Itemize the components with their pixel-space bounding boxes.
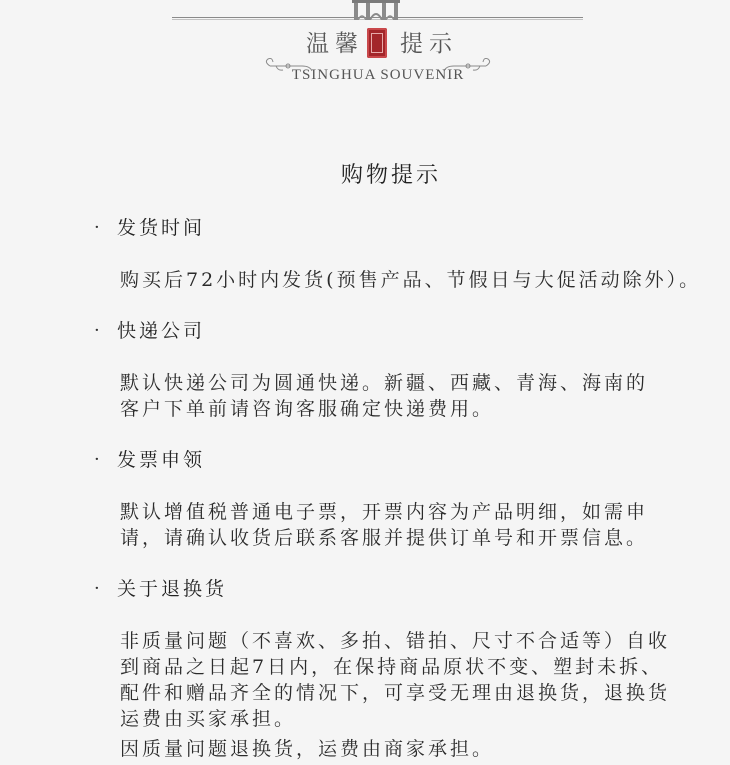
red-seal-icon — [367, 28, 387, 58]
body-line: 默认增值税普通电子票，开票内容为产品明细，如需申 — [120, 501, 649, 523]
section-heading: 发票申领 — [117, 449, 206, 471]
section-body — [120, 267, 720, 293]
body-line: 默认快递公司为圆通快递。新疆、西藏、青海、海南的 — [120, 372, 649, 394]
bullet-icon: · — [94, 320, 100, 341]
body-line: 非质量问题（不喜欢、多拍、错拍、尺寸不合适等）自收 — [120, 630, 671, 652]
body-line: 配件和赠品齐全的情况下，可享受无理由退换货，退换货 — [120, 682, 671, 704]
section-heading: 关于退换货 — [117, 578, 228, 600]
gate-icon — [348, 0, 404, 20]
header-title-left: 温馨 — [306, 31, 364, 57]
brand-ornament — [262, 58, 494, 84]
bullet-icon: · — [94, 217, 100, 238]
body-line: 客户下单前请咨询客服确定快递费用。 — [120, 398, 495, 420]
brand-english-name: TSINGHUA SOUVENIR — [291, 67, 465, 83]
section-body — [120, 370, 720, 422]
bullet-icon: · — [94, 578, 100, 599]
bullet-icon: · — [94, 449, 100, 470]
body-line: 因质量问题退换货，运费由商家承担。 — [120, 738, 495, 760]
section-body — [120, 628, 720, 762]
body-line: 运费由买家承担。 — [120, 708, 297, 730]
body-line: 购买后72小时内发货(预售产品、节假日与大促活动除外）。 — [120, 269, 702, 291]
header-title-right: 提示 — [400, 31, 458, 57]
body-line: 到商品之日起7日内，在保持商品原状不变、塑封未拆、 — [120, 656, 664, 678]
body-line: 请，请确认收货后联系客服并提供订单号和开票信息。 — [120, 527, 649, 549]
page-title: 购物提示 — [340, 163, 441, 188]
section-body — [120, 499, 720, 551]
header-title-row — [0, 26, 730, 62]
section-heading: 发货时间 — [117, 217, 206, 239]
header — [0, 0, 730, 100]
section-heading: 快递公司 — [117, 320, 206, 342]
